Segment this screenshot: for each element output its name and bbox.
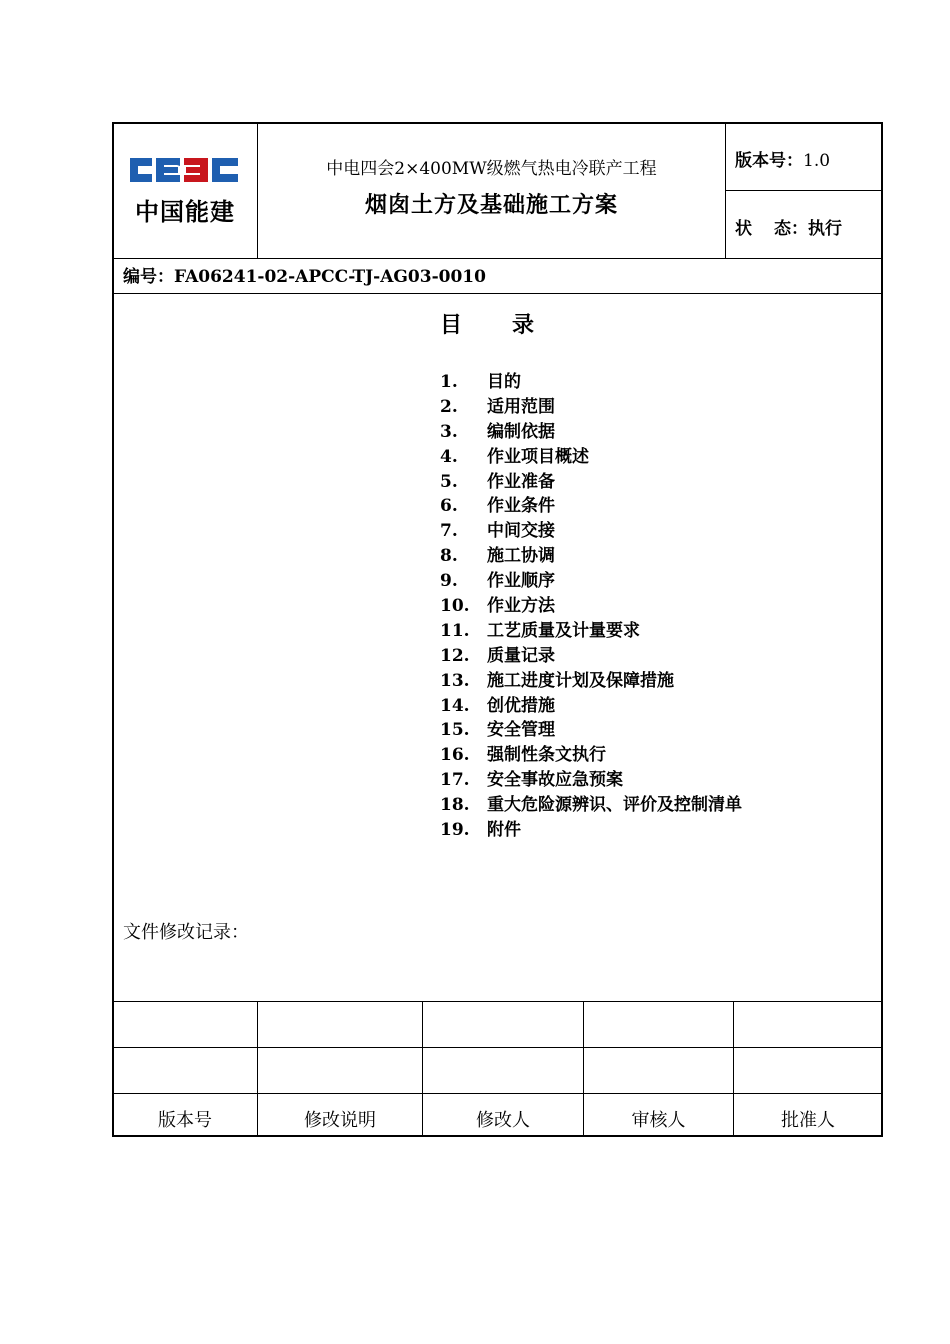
toc-item-number: 3. [440,421,458,442]
toc-item[interactable] [440,420,742,445]
column-change-description: 修改说明 [304,1110,376,1131]
toc-item-number: 9. [440,571,458,592]
toc-item[interactable] [440,718,742,743]
toc-item-text: 强制性条文执行 [487,745,606,766]
toc-item[interactable] [440,793,742,818]
header-version-divider [725,190,882,191]
project-name: 中电四会2×400MW级燃气热电冷联产工程 [326,159,657,179]
toc-item-text: 目的 [487,372,521,392]
version-value: 1.0 [803,151,831,171]
toc-item-number: 19. [440,820,470,841]
toc-item-number: 4. [440,446,458,467]
toc-item-text: 编制依据 [487,421,555,442]
toc-item[interactable] [440,569,742,594]
toc-item[interactable] [440,743,742,768]
toc-item-number: 17. [440,770,470,791]
toc-title-b: 录 [512,312,535,338]
toc-item-text: 作业项目概述 [487,446,589,467]
toc-item-number: 6. [440,496,458,517]
toc-title [440,308,534,339]
toc-item-number: 2. [440,396,458,417]
column-approver: 批准人 [781,1110,835,1131]
toc-item[interactable] [440,470,742,495]
revision-table-top [113,1001,882,1002]
document-code: 编号：FA06241-02-APCC-TJ-AG03-0010 [123,267,486,287]
revision-table-header-line [113,1093,882,1094]
ceec-logo-mark [126,150,244,190]
status-field [735,214,842,239]
toc-item-text: 作业方法 [487,596,555,617]
table-of-contents [440,370,742,843]
toc-item-text: 作业顺序 [487,571,555,592]
toc-item[interactable] [440,519,742,544]
status-value: 执行 [808,219,842,239]
toc-item[interactable] [440,494,742,519]
toc-item-text: 施工协调 [487,546,555,567]
toc-item-number: 8. [440,546,458,567]
toc-item-number: 10. [440,596,470,617]
toc-item[interactable] [440,445,742,470]
toc-item[interactable] [440,644,742,669]
status-label-a: 状 [735,219,752,239]
toc-item-number: 7. [440,521,458,542]
toc-item-number: 5. [440,471,458,492]
toc-item-text: 施工进度计划及保障措施 [487,670,674,691]
toc-item[interactable] [440,669,742,694]
toc-item[interactable] [440,619,742,644]
column-modifier: 修改人 [476,1110,530,1131]
toc-item-text: 中间交接 [487,521,555,542]
toc-item-text: 安全管理 [487,720,555,741]
toc-item[interactable] [440,395,742,420]
toc-item[interactable] [440,594,742,619]
toc-item[interactable] [440,544,742,569]
logo-chinese-text: 中国能建 [135,198,235,226]
toc-item-number: 13. [440,670,470,691]
toc-item-text: 质量记录 [487,645,555,666]
version-label: 版本号： [735,151,803,171]
document-title: 烟囱土方及基础施工方案 [364,192,618,218]
toc-title-a: 目 [440,312,463,338]
toc-item-number: 14. [440,695,470,716]
toc-item[interactable] [440,818,742,843]
version-field [735,146,830,171]
toc-item-text: 作业准备 [487,471,555,492]
toc-item-text: 创优措施 [487,695,555,716]
toc-item[interactable] [440,370,742,395]
revision-record-label: 文件修改记录： [123,922,249,943]
toc-item-text: 重大危险源辨识、评价及控制清单 [487,795,742,816]
toc-item[interactable] [440,694,742,719]
column-reviewer: 审核人 [631,1110,686,1131]
code-bottom-line [113,293,882,294]
toc-item-number: 12. [440,645,470,666]
toc-item-text: 工艺质量及计量要求 [487,620,640,641]
toc-item-text: 作业条件 [487,496,555,517]
revision-table-row-line [113,1047,882,1048]
toc-item-number: 11. [440,620,470,641]
toc-item-text: 安全事故应急预案 [487,770,623,791]
toc-item[interactable] [440,768,742,793]
toc-item-text: 适用范围 [487,396,555,417]
toc-item-text: 附件 [487,820,521,841]
toc-item-number: 16. [440,745,470,766]
toc-item-number: 18. [440,795,470,816]
toc-item-number: 15. [440,720,470,741]
ceec-logo [126,150,246,226]
status-label-b: 态： [774,219,808,239]
column-version: 版本号 [158,1110,212,1131]
toc-item-number: 1. [440,372,458,392]
header-bottom-line [113,258,882,259]
